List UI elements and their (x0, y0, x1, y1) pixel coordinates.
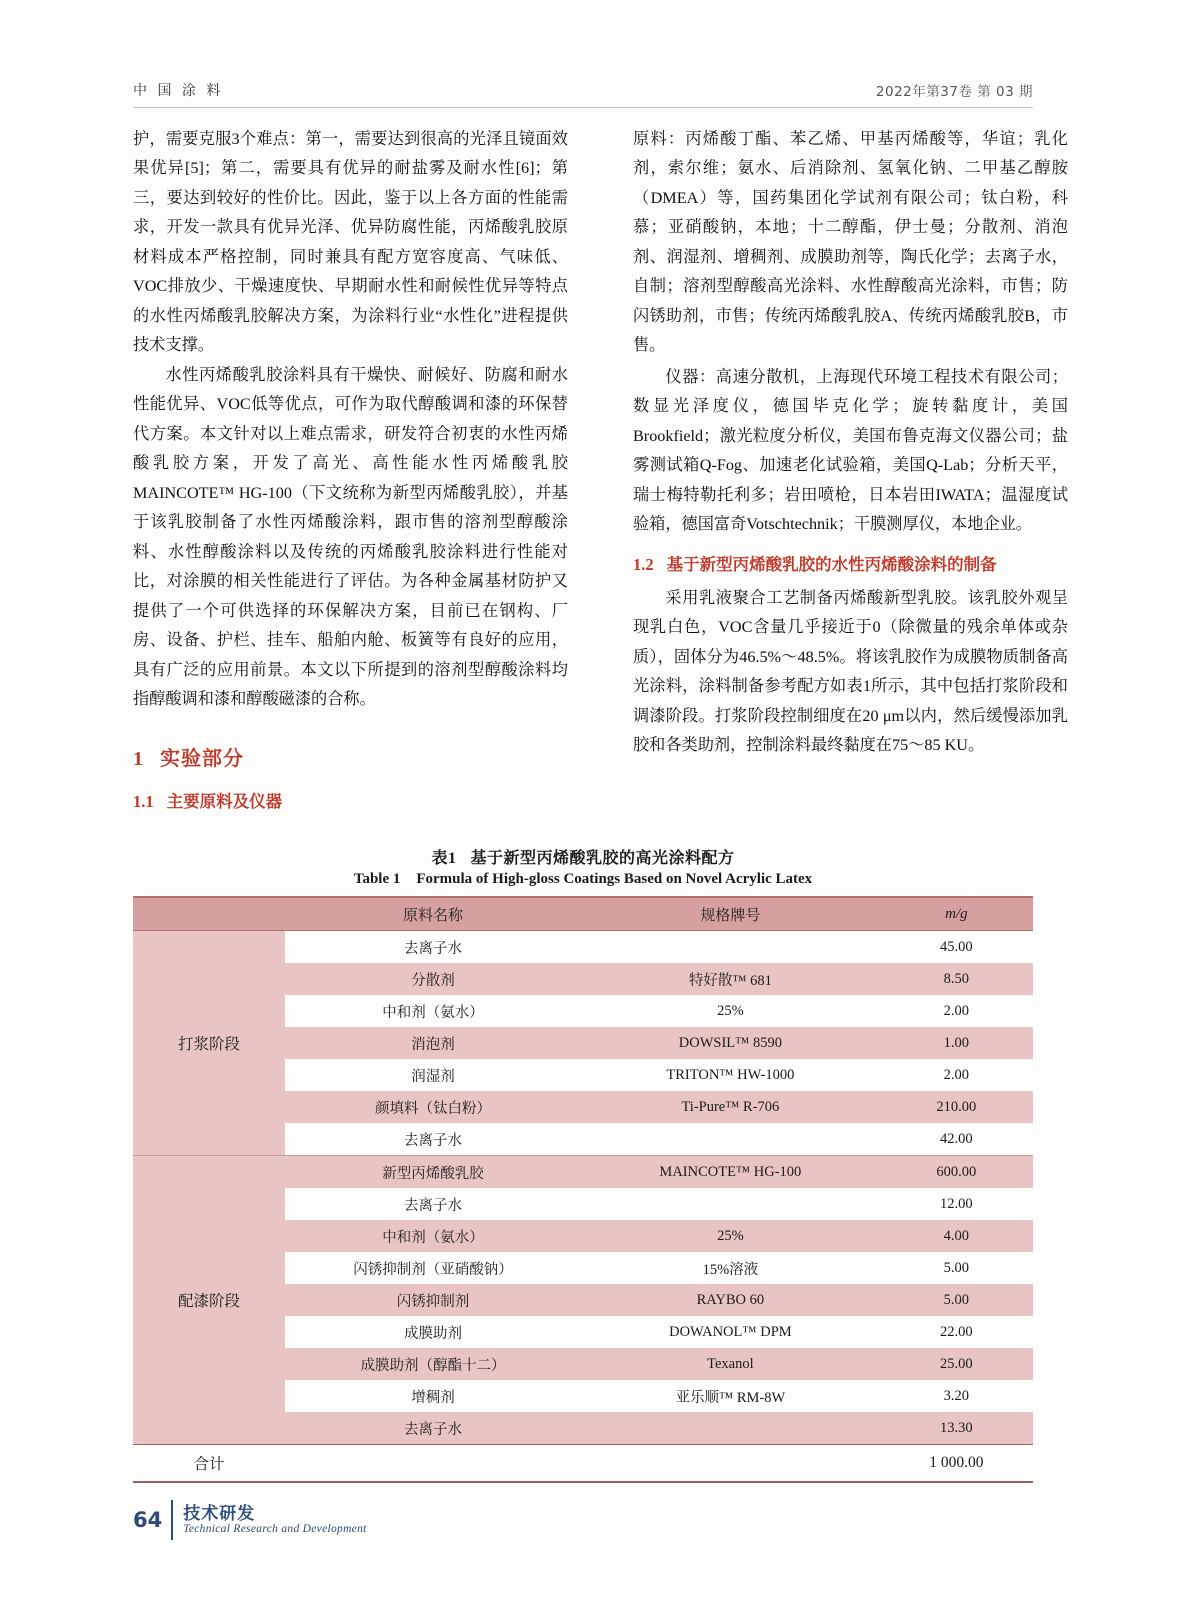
footer-section-cn: 技术研发 (183, 1503, 256, 1523)
paragraph-materials: 原料：丙烯酸丁酯、苯乙烯、甲基丙烯酸等，华谊；乳化剂，索尔维；氨水、后消除剂、氢氧化钠、二甲基乙醇胺（DMEA）等，国药集团化学试剂有限公司；钛白粉，科慕；亚硝酸钠，本地；十二醇酯，伊士曼；分散剂、消泡剂、润湿剂、增稠剂、成膜助剂等，陶氏化学；去离子水，自制；溶剂型醇酸高光涂料、水性醇酸高光涂料，市售；防闪锈助剂，市售；传统丙烯酸乳胶A、传统丙烯酸乳胶B，市售。 (633, 130, 1068, 355)
material-spec: Texanol (581, 1348, 880, 1380)
material-spec: MAINCOTE™ HG-100 (581, 1156, 880, 1189)
material-mass: 600.00 (880, 1156, 1033, 1189)
material-name: 闪锈抑制剂 (285, 1284, 581, 1316)
material-spec (581, 1412, 880, 1445)
material-spec: 亚乐顺™ RM-8W (581, 1380, 880, 1412)
table-caption-cn: 基于新型丙烯酸乳胶的高光涂料配方 (470, 850, 735, 867)
section-heading-1-2 (633, 550, 1068, 580)
material-mass: 22.00 (880, 1316, 1033, 1348)
total-label: 合计 (133, 1445, 285, 1483)
material-name: 润湿剂 (285, 1059, 581, 1091)
material-mass: 45.00 (880, 931, 1033, 964)
material-mass: 5.00 (880, 1252, 1033, 1284)
page-number: 64 (133, 1508, 163, 1532)
table-title-en (133, 871, 1033, 888)
material-mass: 210.00 (880, 1091, 1033, 1123)
material-spec: TRITON™ HW-1000 (581, 1059, 880, 1091)
col-header-name: 原料名称 (285, 897, 581, 931)
issue-info: 2022年第37卷 第 03 期 (875, 84, 1033, 100)
subsection-title-1-2: 基于新型丙烯酸乳胶的水性丙烯酸涂料的制备 (666, 554, 997, 574)
material-name: 增稠剂 (285, 1380, 581, 1412)
stage-cell-2: 配漆阶段 (133, 1156, 285, 1445)
material-spec: DOWANOL™ DPM (581, 1316, 880, 1348)
section-number: 1 (133, 747, 144, 770)
paragraph-overview: 水性丙烯酸乳胶涂料具有干燥快、耐候好、防腐和耐水性能优异、VOC低等优点，可作为取代醇酸调和漆的环保替代方案。本文针对以上难点需求，研发符合初衷的水性丙烯酸乳胶方案，开发了高光、高性能水性丙烯酸乳胶MAINCOTE™ HG-100（下文统称为新型丙烯酸乳胶），并基于该乳胶制备了水性丙烯酸涂料，跟市售的溶剂型醇酸涂料、水性醇酸涂料以及传统的丙烯酸乳胶涂料进行性能对比，对涂膜的相关性能进行了评估。为各种金属基材防护又提供了一个可供选择的环保解决方案，目前已在钢构、厂房、设备、护栏、挂车、船舶内舱、板簧等有良好的应用，具有广泛的应用前景。本文以下所提到的溶剂型醇酸涂料均指醇酸调和漆和醇酸磁漆的合称。 (133, 365, 568, 709)
material-spec: RAYBO 60 (581, 1284, 880, 1316)
formula-table (133, 896, 1033, 1483)
table-header-row (133, 897, 1033, 931)
table-title-cn (133, 845, 1033, 868)
material-mass: 2.00 (880, 995, 1033, 1027)
material-mass: 8.50 (880, 963, 1033, 995)
material-spec: Ti-Pure™ R-706 (581, 1091, 880, 1123)
material-spec: 特好散™ 681 (581, 963, 880, 995)
table-label-cn: 表1 (431, 850, 457, 867)
col-header-mass: m/g (880, 897, 1033, 931)
section-heading-1-1 (133, 787, 568, 817)
material-mass: 13.30 (880, 1412, 1033, 1445)
material-name: 成膜助剂 (285, 1316, 581, 1348)
material-name: 分散剂 (285, 963, 581, 995)
material-name: 中和剂（氨水） (285, 1220, 581, 1252)
material-mass: 12.00 (880, 1188, 1033, 1220)
table-row (133, 931, 1033, 964)
footer-divider (171, 1500, 173, 1540)
material-mass: 5.00 (880, 1284, 1033, 1316)
material-name: 闪锈抑制剂（亚硝酸钠） (285, 1252, 581, 1284)
paragraph-preparation: 采用乳液聚合工艺制备丙烯酸新型乳胶。该乳胶外观呈现乳白色，VOC含量几乎接近于0（除微量的残余单体或杂质），固体分为46.5%～48.5%。将该乳胶作为成膜物质制备高光涂料，涂料制备参考配方如表1所示，其中包括打浆阶段和调漆阶段。打浆阶段控制细度在20 μm以内，然后缓慢添加乳胶和各类助剂，控制涂料最终黏度在75～85 KU。 (633, 588, 1068, 755)
material-name: 新型丙烯酸乳胶 (285, 1156, 581, 1189)
material-spec: DOWSIL™ 8590 (581, 1027, 880, 1059)
material-name: 成膜助剂（醇酯十二） (285, 1348, 581, 1380)
material-name: 消泡剂 (285, 1027, 581, 1059)
paragraph-instruments: 仪器：高速分散机，上海现代环境工程技术有限公司；数显光泽度仪，德国毕克化学；旋转黏度计，美国Brookfield；激光粒度分析仪，美国布鲁克海文仪器公司；盐雾测试箱Q-Fog、加速老化试验箱，美国Q-Lab；分析天平，瑞士梅特勒托利多；岩田喷枪，日本岩田IWATA；温湿度试验箱，德国富奇Votschtechnik；干膜测厚仪，本地企业。 (633, 367, 1068, 534)
table-caption-en: Formula of High-gloss Coatings Based on Novel Acrylic Latex (416, 871, 813, 887)
table-section (133, 845, 1033, 1483)
material-mass: 1.00 (880, 1027, 1033, 1059)
journal-name: 中 国 涂 料 (133, 83, 224, 99)
page-header (133, 80, 1033, 108)
col-header-stage (133, 897, 285, 931)
subsection-title: 主要原料及仪器 (166, 792, 283, 812)
material-mass: 2.00 (880, 1059, 1033, 1091)
total-spacer-1 (285, 1445, 581, 1483)
col-header-spec: 规格牌号 (581, 897, 880, 931)
stage-cell-1: 打浆阶段 (133, 931, 285, 1156)
material-mass: 3.20 (880, 1380, 1033, 1412)
page-footer (133, 1500, 367, 1540)
material-name: 颜填料（钛白粉） (285, 1091, 581, 1123)
material-spec (581, 1123, 880, 1156)
material-mass: 4.00 (880, 1220, 1033, 1252)
subsection-number: 1.1 (133, 792, 154, 812)
material-spec: 25% (581, 995, 880, 1027)
footer-section-en: Technical Research and Development (183, 1523, 367, 1536)
material-spec (581, 1188, 880, 1220)
total-spacer-2 (581, 1445, 880, 1483)
table-label-en: Table 1 (353, 871, 401, 887)
section-title: 实验部分 (160, 747, 244, 770)
section-heading-1 (133, 741, 568, 777)
material-name: 去离子水 (285, 1412, 581, 1445)
material-spec: 25% (581, 1220, 880, 1252)
material-mass: 25.00 (880, 1348, 1033, 1380)
material-name: 中和剂（氨水） (285, 995, 581, 1027)
subsection-number-1-2: 1.2 (633, 554, 654, 574)
material-name: 去离子水 (285, 1188, 581, 1220)
material-name: 去离子水 (285, 931, 581, 964)
paragraph-continuation: 护，需要克服3个难点：第一，需要达到很高的光泽且镜面效果优异[5]；第二，需要具有优异的耐盐雾及耐水性[6]；第三，要达到较好的性价比。因此，鉴于以上各方面的性能需求，开发一款具有优异光泽、优异防腐性能，丙烯酸乳胶原材料成本严格控制，同时兼具有配方宽容度高、气味低、VOC排放少、干燥速度快、早期耐水性和耐候性优异等特点的水性丙烯酸乳胶解决方案，为涂料行业“水性化”进程提供技术支撑。 (133, 130, 568, 355)
material-spec (581, 931, 880, 964)
left-column (133, 125, 568, 821)
material-spec: 15%溶液 (581, 1252, 880, 1284)
total-value: 1 000.00 (880, 1445, 1033, 1483)
formula-table-body (133, 931, 1033, 1483)
material-mass: 42.00 (880, 1123, 1033, 1156)
table-row (133, 1156, 1033, 1189)
right-column (633, 125, 1068, 761)
material-name: 去离子水 (285, 1123, 581, 1156)
table-total-row (133, 1445, 1033, 1483)
